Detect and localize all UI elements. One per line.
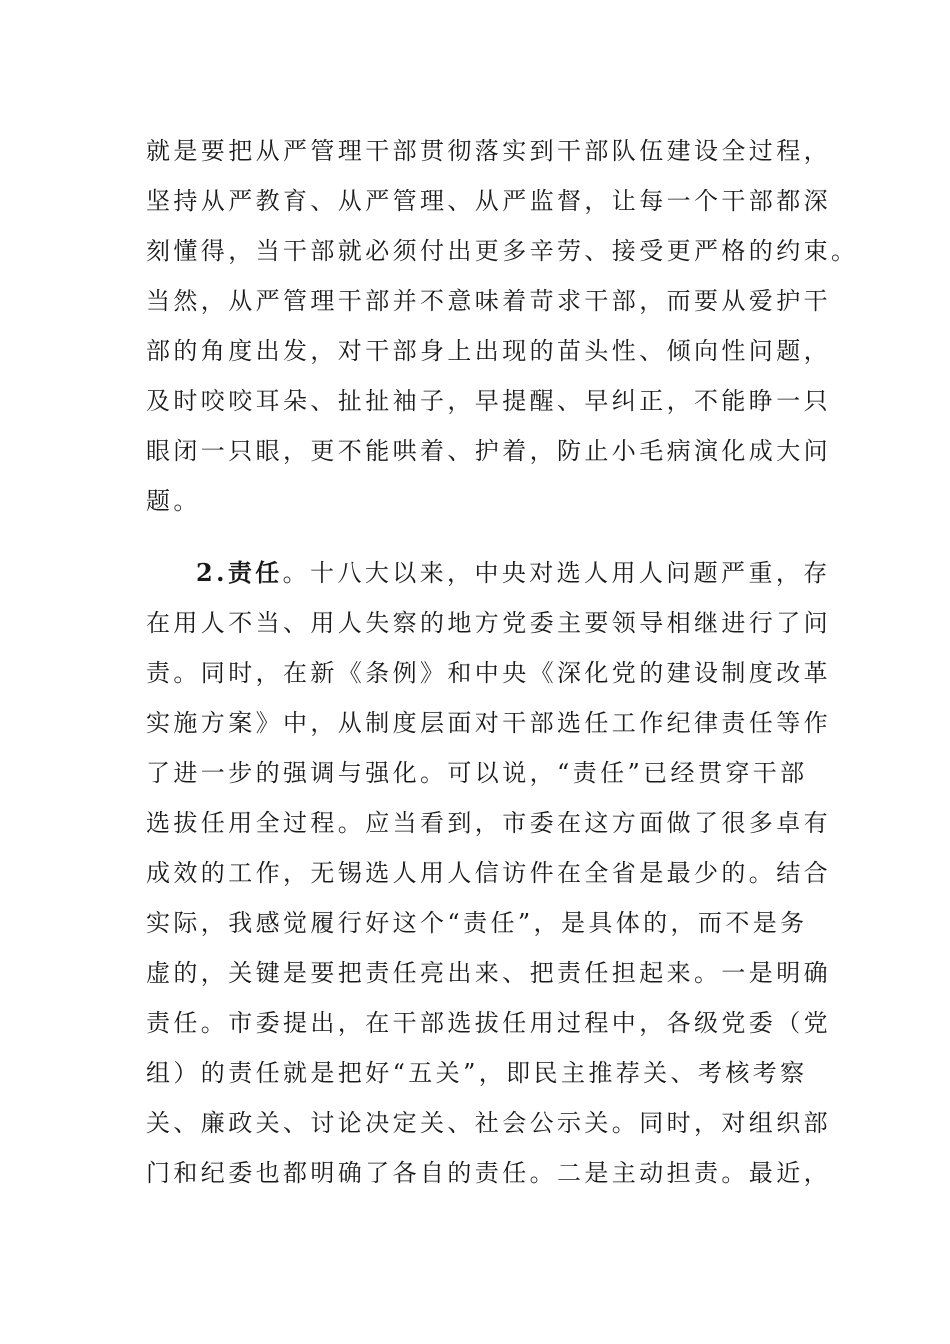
paragraph2-line: 实施方案》中，从制度层面对干部选任工作纪律责任等作 xyxy=(146,709,831,737)
paragraph2-line: 了进一步的强调与强化。可以说，“责任”已经贯穿干部 xyxy=(146,759,808,787)
paragraph2-line: 门和纪委也都明确了各自的责任。二是主动担责。最近， xyxy=(146,1159,831,1187)
paragraph1-line: 及时咬咬耳朵、扯扯袖子，早提醒、早纠正，不能睁一只 xyxy=(146,387,831,415)
paragraph2-line: 虚的，关键是要把责任亮出来、把责任担起来。一是明确 xyxy=(146,959,831,987)
paragraph1-line: 当然，从严管理干部并不意味着苛求干部，而要从爱护干 xyxy=(146,287,831,315)
paragraph2-line: 成效的工作，无锡选人用人信访件在全省是最少的。结合 xyxy=(146,859,831,887)
paragraph2-line: 关、廉政关、讨论决定关、社会公示关。同时，对组织部 xyxy=(146,1109,831,1137)
paragraph2-line: 责任。市委提出，在干部选拔任用过程中，各级党委（党 xyxy=(146,1009,831,1037)
paragraph2-line: 组）的责任就是把好“五关”，即民主推荐关、考核考察 xyxy=(146,1059,808,1087)
paragraph1-line: 题。 xyxy=(146,487,201,515)
paragraph1-line: 就是要把从严管理干部贯彻落实到干部队伍建设全过程， xyxy=(146,137,831,165)
paragraph2-line: 责。同时，在新《条例》和中央《深化党的建设制度改革 xyxy=(146,659,831,687)
paragraph2-first-line xyxy=(196,558,831,588)
paragraph1-line: 刻懂得，当干部就必须付出更多辛劳、接受更严格的约束。 xyxy=(146,237,859,265)
paragraph2-line: 选拔任用全过程。应当看到，市委在这方面做了很多卓有 xyxy=(146,809,831,837)
paragraph2-line: 实际，我感觉履行好这个“责任”，是具体的，而不是务 xyxy=(146,909,808,937)
paragraph1-line: 部的角度出发，对干部身上出现的苗头性、倾向性问题， xyxy=(146,337,831,365)
paragraph2-first-line-text: 。十八大以来，中央对选人用人问题严重，存 xyxy=(282,559,831,587)
paragraph1-line: 坚持从严教育、从严管理、从严监督，让每一个干部都深 xyxy=(146,187,831,215)
paragraph2-line: 在用人不当、用人失察的地方党委主要领导相继进行了问 xyxy=(146,609,831,637)
paragraph1-line: 眼闭一只眼，更不能哄着、护着，防止小毛病演化成大问 xyxy=(146,437,831,465)
section-heading: 2.责任 xyxy=(196,558,283,587)
